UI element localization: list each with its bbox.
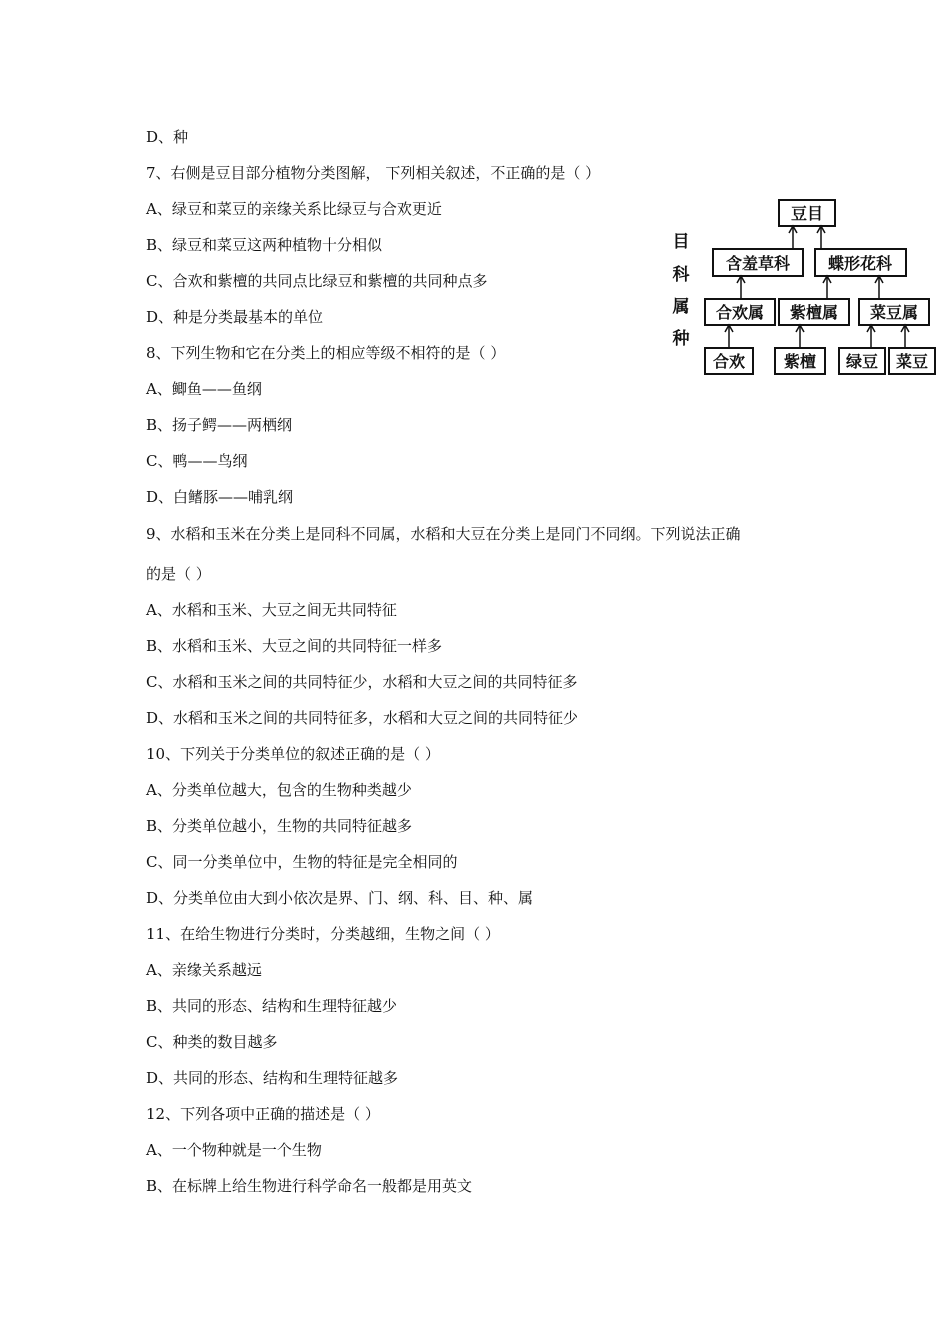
option-line: D、共同的形态、结构和生理特征越多 (146, 1069, 399, 1087)
option-line: C、种类的数目越多 (146, 1033, 278, 1051)
question-12: 12、下列各项中正确的描述是（ ） (146, 1105, 380, 1123)
option-line: D、种是分类最基本的单位 (146, 308, 324, 326)
arrow-genus-to-family (823, 276, 831, 299)
question-10: 10、下列关于分类单位的叙述正确的是（ ） (146, 745, 440, 763)
genus-label: 紫檀属 (789, 303, 839, 322)
question-7: 7、右侧是豆目部分植物分类图解， 下列相关叙述，不正确的是（ ） (146, 164, 601, 182)
option-line: B、水稻和玉米、大豆之间的共同特征一样多 (146, 637, 443, 655)
genus-label: 合欢属 (715, 303, 765, 322)
option-line: A、亲缘关系越远 (146, 961, 262, 979)
species-label: 绿豆 (845, 352, 879, 371)
arrow-genus-to-family (737, 276, 745, 299)
option-line: A、绿豆和菜豆的亲缘关系比绿豆与合欢更近 (146, 200, 442, 218)
species-label: 菜豆 (895, 352, 929, 371)
level-label: 种 (672, 329, 690, 349)
question-8: 8、下列生物和它在分类上的相应等级不相符的是（ ） (146, 344, 506, 362)
option-line: B、分类单位越小，生物的共同特征越多 (146, 817, 413, 835)
level-label: 属 (672, 297, 690, 317)
species-label: 合欢 (712, 352, 746, 371)
level-label: 科 (672, 265, 690, 285)
option-line: C、水稻和玉米之间的共同特征少，水稻和大豆之间的共同特征多 (146, 673, 578, 691)
family-label: 含羞草科 (725, 254, 791, 273)
species-label: 紫檀 (783, 352, 817, 371)
option-line: A、水稻和玉米、大豆之间无共同特征 (146, 601, 397, 619)
classification-diagram (665, 192, 940, 382)
option-line: D、种 (146, 128, 189, 146)
option-line: D、白鳍豚——哺乳纲 (146, 488, 294, 506)
level-label: 目 (672, 232, 690, 252)
option-line: D、分类单位由大到小依次是界、门、纲、科、目、种、属 (146, 889, 534, 907)
arrow-species-to-genus (796, 325, 804, 348)
order-label: 豆目 (790, 204, 824, 223)
option-line: B、扬子鳄——两栖纲 (146, 416, 293, 434)
option-line: C、合欢和紫檀的共同点比绿豆和紫檀的共同种点多 (146, 272, 488, 290)
arrow-family-to-order (817, 226, 825, 249)
option-line: A、分类单位越大，包含的生物种类越少 (146, 781, 412, 799)
arrow-family-to-order (789, 226, 797, 249)
question-11: 11、在给生物进行分类时，分类越细，生物之间（ ） (146, 925, 500, 943)
option-line: C、同一分类单位中，生物的特征是完全相同的 (146, 853, 458, 871)
question-9: 9、水稻和玉米在分类上是同科不同属，水稻和大豆在分类上是同门不同纲。下列说法正确 (146, 525, 741, 543)
option-line: A、一个物种就是一个生物 (146, 1141, 322, 1159)
question-9-continued: 的是（ ） (146, 565, 211, 583)
arrow-species-to-genus (867, 325, 875, 348)
option-line: B、绿豆和菜豆这两种植物十分相似 (146, 236, 383, 254)
arrow-species-to-genus (901, 325, 909, 348)
option-line: A、鲫鱼——鱼纲 (146, 380, 262, 398)
option-line: B、在标牌上给生物进行科学命名一般都是用英文 (146, 1177, 473, 1195)
arrow-species-to-genus (725, 325, 733, 348)
arrow-genus-to-family (875, 276, 883, 299)
genus-label: 菜豆属 (869, 303, 919, 322)
option-line: C、鸭——鸟纲 (146, 452, 248, 470)
option-line: B、共同的形态、结构和生理特征越少 (146, 997, 398, 1015)
family-label: 蝶形花科 (827, 254, 893, 273)
option-line: D、水稻和玉米之间的共同特征多，水稻和大豆之间的共同特征少 (146, 709, 579, 727)
